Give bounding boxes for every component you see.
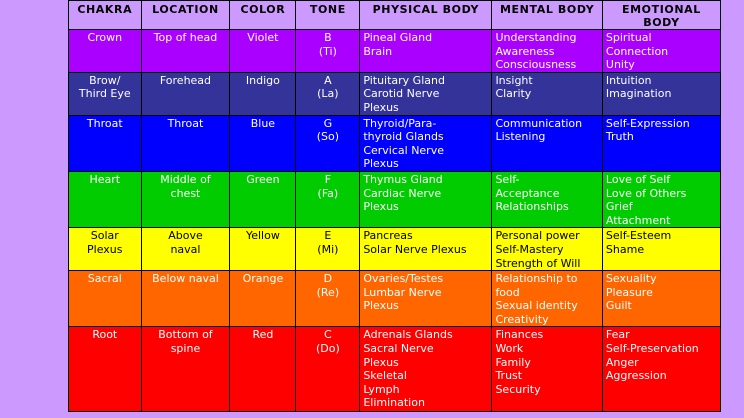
cell-line: Insight	[495, 73, 533, 87]
cell-line: Aggression	[605, 369, 667, 383]
cell-physical	[360, 327, 492, 412]
cell-line: (Ti)	[318, 44, 337, 58]
cell-emotional	[602, 171, 720, 227]
cell-chakra	[69, 115, 142, 171]
cell-chakra	[69, 30, 142, 73]
cell-line: Adrenals Glands	[363, 328, 453, 342]
cell-line: Family	[495, 355, 531, 369]
cell-line: Relationship to	[495, 272, 578, 286]
cell-line: Lumbar Nerve	[363, 285, 442, 299]
cell-line: Above	[168, 229, 203, 243]
cell-line: thyroid Glands	[363, 130, 444, 144]
cell-line: Truth	[605, 130, 634, 144]
cell-physical	[360, 30, 492, 73]
cell-line: Plexus	[87, 242, 123, 256]
cell-line: Throat	[167, 116, 204, 130]
cell-line: (Mi)	[317, 242, 339, 256]
header-mental-body: MENTAL BODY	[492, 1, 602, 30]
cell-line: Plexus	[363, 299, 399, 313]
cell-tone	[296, 228, 360, 271]
cell-line: Below naval	[152, 272, 219, 286]
cell-line: Sexual identity	[495, 299, 578, 313]
header-location: LOCATION	[141, 1, 230, 30]
cell-location	[141, 271, 230, 327]
cell-line: (Fa)	[317, 186, 339, 200]
header-physical-body: PHYSICAL BODY	[360, 1, 492, 30]
cell-line: Plexus	[363, 100, 399, 114]
cell-line: C	[324, 328, 332, 342]
cell-line: Pituitary Gland	[363, 73, 445, 87]
cell-color	[230, 327, 296, 412]
cell-chakra	[69, 72, 142, 115]
cell-color	[230, 72, 296, 115]
cell-line: Consciousness	[495, 58, 577, 72]
cell-line: Thyroid/Para-	[363, 116, 437, 130]
cell-line: (La)	[317, 87, 339, 101]
cell-emotional	[602, 228, 720, 271]
cell-line: Top of head	[153, 31, 218, 44]
cell-location	[141, 30, 230, 73]
cell-line: Grief	[605, 200, 633, 214]
cell-line: B	[324, 31, 332, 44]
header-emotional-body: EMOTIONAL BODY	[602, 1, 720, 30]
cell-line: Pleasure	[605, 285, 653, 299]
cell-line: Sacral	[87, 272, 122, 286]
cell-line: Listening	[495, 130, 546, 144]
cell-tone	[296, 327, 360, 412]
cell-line: Yellow	[245, 229, 280, 243]
cell-line: spine	[170, 342, 201, 356]
cell-line: (So)	[316, 130, 340, 144]
cell-line: Plexus	[363, 157, 399, 171]
cell-line: Work	[495, 342, 524, 356]
cell-tone	[296, 72, 360, 115]
cell-line: Brain	[363, 44, 393, 58]
cell-line: Trust	[495, 369, 523, 383]
cell-line: Third Eye	[78, 87, 131, 101]
cell-line: Plexus	[363, 355, 399, 369]
cell-line: Orange	[242, 272, 284, 286]
cell-line: G	[323, 116, 333, 130]
cell-physical	[360, 115, 492, 171]
cell-line: Solar	[90, 229, 119, 243]
cell-line: Personal power	[495, 229, 580, 243]
cell-line: Middle of	[160, 172, 211, 186]
cell-line: Ovaries/Testes	[363, 272, 444, 286]
cell-line: Finances	[495, 328, 544, 342]
cell-line: Bottom of	[158, 328, 213, 342]
table-row	[69, 271, 721, 327]
cell-location	[141, 115, 230, 171]
table-row	[69, 30, 721, 73]
header-row	[69, 1, 721, 30]
cell-line: Imagination	[605, 87, 672, 101]
cell-line: Understanding	[495, 31, 577, 44]
cell-color	[230, 271, 296, 327]
cell-physical	[360, 271, 492, 327]
cell-emotional	[602, 72, 720, 115]
cell-emotional	[602, 327, 720, 412]
cell-line: Forehead	[159, 73, 212, 87]
cell-line: Intuition	[605, 73, 652, 87]
cell-line: Unity	[605, 58, 635, 72]
cell-line: Violet	[247, 31, 279, 44]
cell-line: Awareness	[495, 44, 555, 58]
cell-line: (Do)	[315, 342, 340, 356]
table-row	[69, 72, 721, 115]
cell-line: Love of Others	[605, 186, 687, 200]
cell-line: Skeletal	[363, 369, 407, 383]
cell-line: Security	[495, 382, 541, 396]
cell-chakra	[69, 228, 142, 271]
chakra-table-body	[69, 30, 721, 412]
cell-line: Lymph	[363, 382, 400, 396]
cell-line: Love of Self	[605, 172, 671, 186]
cell-line: F	[324, 172, 332, 186]
cell-line: Crown	[87, 31, 123, 44]
cell-location	[141, 327, 230, 412]
table-row	[69, 115, 721, 171]
cell-line: naval	[170, 242, 201, 256]
cell-line: Blue	[250, 116, 276, 130]
cell-mental	[492, 228, 602, 271]
cell-line: Fear	[605, 328, 630, 342]
cell-line: Heart	[89, 172, 121, 186]
cell-line: Clarity	[495, 87, 532, 101]
cell-line: Anger	[605, 355, 639, 369]
cell-line: D	[323, 272, 333, 286]
cell-line: Spiritual	[605, 31, 652, 44]
cell-tone	[296, 30, 360, 73]
header-color: COLOR	[230, 1, 296, 30]
cell-line: Carotid Nerve	[363, 87, 440, 101]
table-row	[69, 171, 721, 227]
cell-emotional	[602, 30, 720, 73]
cell-emotional	[602, 115, 720, 171]
cell-line: Self-	[495, 172, 520, 186]
cell-mental	[492, 327, 602, 412]
cell-color	[230, 171, 296, 227]
cell-line: Sexuality	[605, 272, 657, 286]
cell-line: Sacral Nerve	[363, 342, 434, 356]
header-chakra: CHAKRA	[69, 1, 142, 30]
cell-line: Cardiac Nerve	[363, 186, 442, 200]
cell-line: Attachment	[605, 213, 671, 227]
cell-physical	[360, 72, 492, 115]
cell-emotional	[602, 271, 720, 327]
cell-tone	[296, 271, 360, 327]
cell-color	[230, 228, 296, 271]
cell-line: Connection	[605, 44, 669, 58]
table-row	[69, 327, 721, 412]
cell-line: Indigo	[245, 73, 280, 87]
cell-line: Green	[246, 172, 280, 186]
table-row	[69, 228, 721, 271]
cell-mental	[492, 271, 602, 327]
cell-line: Root	[92, 328, 118, 342]
cell-line: Communication	[495, 116, 583, 130]
cell-mental	[492, 115, 602, 171]
cell-line: Self-Esteem	[605, 229, 672, 243]
cell-location	[141, 171, 230, 227]
cell-mental	[492, 30, 602, 73]
cell-line: Solar Nerve Plexus	[363, 242, 467, 256]
cell-chakra	[69, 271, 142, 327]
cell-line: (Re)	[316, 285, 340, 299]
cell-line: Cervical Nerve	[363, 143, 444, 157]
cell-line: Strength of Will	[495, 256, 581, 270]
cell-location	[141, 228, 230, 271]
cell-chakra	[69, 171, 142, 227]
cell-line: Elimination	[363, 396, 425, 410]
cell-line: Self-Mastery	[495, 242, 564, 256]
cell-color	[230, 115, 296, 171]
cell-tone	[296, 115, 360, 171]
cell-line: Pineal Gland	[363, 31, 433, 44]
cell-line: Thymus Gland	[363, 172, 443, 186]
cell-color	[230, 30, 296, 73]
cell-line: Self-Expression	[605, 116, 690, 130]
chakra-table	[68, 0, 721, 412]
cell-chakra	[69, 327, 142, 412]
cell-mental	[492, 72, 602, 115]
cell-line: Relationships	[495, 200, 569, 214]
cell-line: Creativity	[495, 312, 549, 326]
cell-mental	[492, 171, 602, 227]
cell-physical	[360, 228, 492, 271]
cell-line: chest	[170, 186, 201, 200]
cell-line: E	[324, 229, 332, 243]
cell-line: Throat	[86, 116, 123, 130]
cell-line: A	[324, 73, 332, 87]
cell-line: food	[495, 285, 520, 299]
cell-line: Brow/	[89, 73, 121, 87]
cell-tone	[296, 171, 360, 227]
cell-line: Pancreas	[363, 229, 413, 243]
cell-line: Plexus	[363, 200, 399, 214]
cell-line: Acceptance	[495, 186, 560, 200]
cell-line: Shame	[605, 242, 645, 256]
cell-line: Red	[252, 328, 274, 342]
cell-line: Guilt	[605, 299, 632, 313]
cell-line: Self-Preservation	[605, 342, 699, 356]
header-tone: TONE	[296, 1, 360, 30]
cell-physical	[360, 171, 492, 227]
cell-location	[141, 72, 230, 115]
